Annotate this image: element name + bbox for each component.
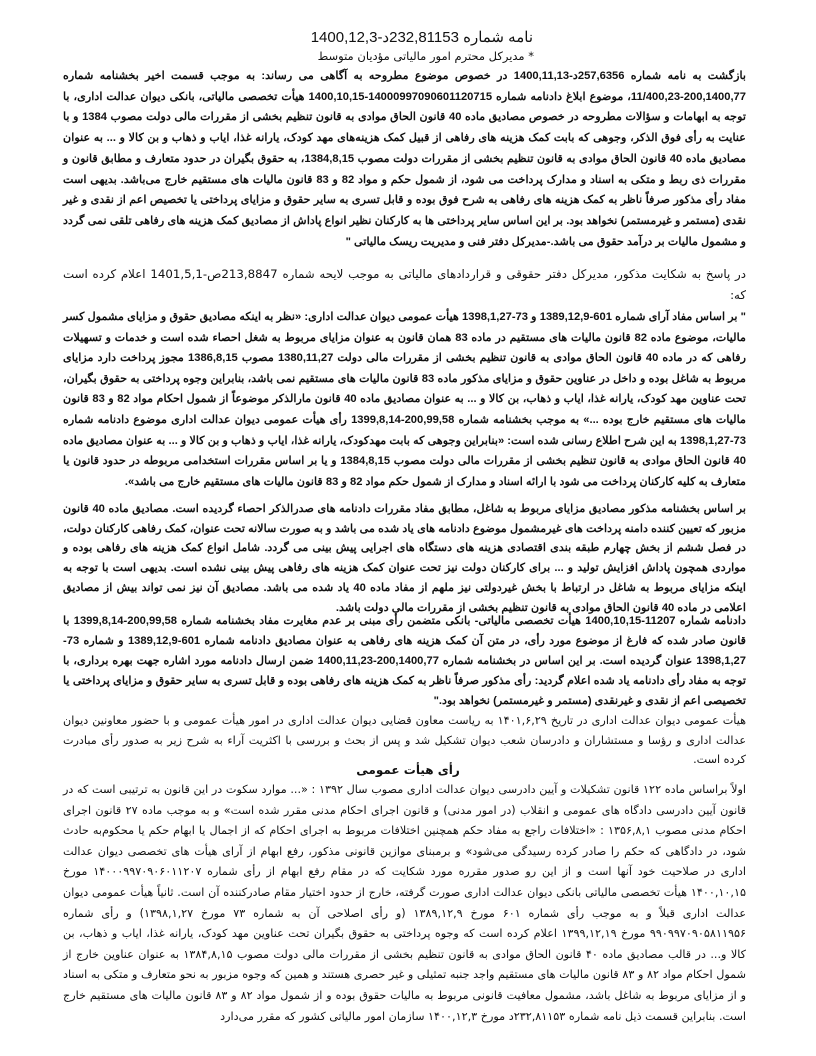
paragraph-quoted-letter: بازگشت به نامه شماره 257,6356د-1400,11,13 در خصوص موضوع مطروحه به آگاهی می رساند: به موجب قسمت اخیر بخشنامه شماره 200,1400,77-11/400,23، موضوع ابلاغ دادنامه شماره 14000997090601120715-1400,10,15 هیأت تخصصی مالیاتی، بانکی دیوان عدالت اداری، با توجه به ابهامات و سؤالات مطروحه در خصوص مصادیق ماده 40 قانون الحاق موادی به قانون تنظیم بخشی از مقررات مالی دولت مصوب 1384 و با عنایت به رأی فوق الذکر، وجوهی که بابت کمک هزینه های رفاهی از قبیل کمک هزینه‌های مهد کودک، یارانه غذا، ایاب و ذهاب و بن کالا و ... به عنوان مصادیق ماده 40 قانون الحاق موادی به قانون تنظیم بخشی از مقررات دولت مصوب 1384,8,15، به حقوق بگیران در حدود متعارف و مطابق قانون و مقررات ذی ربط و متکی به اسناد و مدارک پرداخت می شود، از شمول حکم و مواد 82 و 83 قانون مالیات های مستقیم خارج می‌باشد. بدیهی است مفاد رأی مذکور صرفاً ناظر به کمک هزینه های رفاهی به شرح فوق بوده و قابل تسری به سایر حقوق و مزایای پرداختی یا تخصیص اعم از نقدی و غیر نقدی (مستمر و غیرمستمر) نخواهد بود. بر این اساس سایر پرداختی ها به کارکنان نظیر انواع پاداش از مصادیق کمک هزینه های رفاهی تلقی نمی گردد و مشمول مالیات بر درآمد حقوق می باشد.-مدیرکل دفتر فنی و مدیریت ریسک مالیاتی " (63, 70, 746, 248)
paragraph-session-info: هیأت عمومی دیوان عدالت اداری در تاریخ ۱۴۰۱,۶,۲۹ به ریاست معاون قضایی دیوان عدالت اداری در امور هیأت عمومی و با حضور معاونین دیوان عدالت اداری و رؤسا و مستشاران و دادرسان شعب دیوان تشکیل شد و پس از بحث و بررسی با اکثریت آراء به شرح زیر به صدور رأی مبادرت کرده است. (63, 714, 746, 766)
letter-number: نامه شماره 232,81153د-1400,12,3 (310, 29, 533, 46)
paragraph-response-intro: در پاسخ به شکایت مذکور، مدیرکل دفتر حقوقی و قراردادهای مالیاتی به موجب لایحه شماره 213,8847ص-1401,5,1 اعلام کرده است که: (63, 267, 746, 302)
letter-addressee: * مدیرکل محترم امور مالیاتی مؤدیان متوسط (317, 49, 534, 63)
paragraph-ruling: اولاً براساس ماده ۱۲۲ قانون تشکیلات و آیین دادرسی دیوان عدالت اداری مصوب سال ۱۳۹۲ : «... موارد سکوت در این قانون به ترتیبی است که در قانون آیین دادرسی دادگاه های عمومی و انقلاب (در امور مدنی) و قانون اجرای احکام مدنی مقرر شده است» و به موجب ماده ۲۷ قانون اجرای احکام مدنی مصوب ۱۳۵۶,۸,۱ : «اختلافات راجع به مفاد حکم همچنین اختلافات مربوط به اجرای احکام که از اجمال یا ابهام حکم یا محکوم‌به حادث شود، در دادگاهی که حکم را صادر کرده رسیدگی می‌شود» و برمبنای موازین قانونی مذکور، رفع ابهام از آرای هیأت های تخصصی دیوان عدالت اداری در صلاحیت خود آنها است و از این رو صدور مقرره مورد شکایت که در مقام رفع ابهام از رأی شماره ۱۴۰۰۰۹۹۷۰۹۰۶۰۱۱۲۰۷ مورخ ۱۴۰۰,۱۰,۱۵ هیأت تخصصی مالیاتی بانکی دیوان عدالت اداری صورت گرفته، خارج از حدود اختیار مقام صادرکننده آن است. ثانیاً هیأت عمومی دیوان عدالت اداری قبلاً و به موجب رأی شماره ۶۰۱ مورخ ۱۳۸۹,۱۲,۹ (و رأی اصلاحی آن به شماره ۷۳ مورخ ۱۳۹۸,۱,۲۷) و رأی شماره ۹۹۰۹۹۷۰۹۰۵۸۱۱۹۵۶ مورخ ۱۳۹۹,۱۲,۱۹ اعلام کرده است که وجوه پرداختی به حقوق بگیران تحت عناوین مهد کودک، یارانه غذا، ایاب و ذهاب، بن کالا و... در قالب مصادیق ماده ۴۰ قانون الحاق موادی به قانون تنظیم بخشی از مقررات مالی دولت مصوب ۱۳۸۴,۸,۱۵ به عنوان عناوین خارج از شمول احکام مواد ۸۲ و ۸۳ قانون مالیات های مستقیم واجد جنبه تمثیلی و غیر حصری هستند و همین که وجوه مزبور به نحو متعارف و متکی به اسناد و از مزایای مربوط به شاغل باشد، مشمول معافیت قانونی مربوط به مالیات حقوق بوده و از شمول مواد ۸۲ و ۸۳ قانون مالیات های مستقیم خارج است. بنابراین قسمت ذیل نامه شماره ۲۳۲,۸۱۱۵۳د مورخ ۱۴۰۰,۱۲,۳ سازمان امور مالیاتی کشور که مقرر می‌دارد (63, 783, 747, 1023)
paragraph-verdict-reference: دادنامه شماره 11207-1400,10,15 هیأت تخصصی مالیاتی- بانکی متضمن رأی مبنی بر عدم مغایرت مفاد بخشنامه شماره 200,99,58-1399,8,14 با قانون صادر شده که فارغ از موضوع مورد رأی، در متن آن کمک هزینه های رفاهی به عنوان مصادیق دادنامه شماره 601-1389,12,9 و شماره 73-1398,1,27 عنوان گردیده است. بر این اساس در بخشنامه شماره 200,1400,77-1400,11,23 ضمن ارسال دادنامه مورد اشاره جهت بهره برداری، با توجه به مفاد رأی دادنامه یاد شده اعلام گردید: رأی مذکور صرفاً ناظر به کمک هزینه های رفاهی بوده و قابل تسری به سایر حقوق و مزایای پرداختی یا تخصیصی اعم از نقدی و غیرنقدی (مستمر و غیرمستمر) نخواهد بود." (63, 615, 747, 707)
paragraph-response-body: " بر اساس مفاد آرای شماره 601-1389,12,9 و 73-1398,1,27 هیأت عمومی دیوان عدالت اداری: «نظر به اینکه مصادیق حقوق و مزایای مشمول کسر مالیات، موضوع ماده 82 قانون مالیات های مستقیم در ماده 83 همان قانون به عنوان مزایای مربوط به شغل احصاء شده است و خدمات و تسهیلات رفاهی که در ماده 40 قانون الحاق موادی به قانون تنظیم بخشی از مقررات مالی دولت 1380,11,27 مصوب 1386,8,15 مجوز پرداخت دارد مزایای مربوط به شاغل بوده و داخل در عناوین حقوق و مزایای مذکور ماده 83 قانون مالیات های مستقیم نمی باشد، بنابراین وجوه پرداختی به حقوق بگیران، تحت عناوین مهد کودک، یارانه غذا، ایاب و ذهاب، بن کالا و ... به عنوان مصادیق ماده 40 قانون مارالذکر موضوعاً از شمول احکام مواد 82 و 83 قانون مالیات های مستقیم خارج بوده ...» به موجب بخشنامه شماره 200,99,58-1399,8,14 رأی هیأت عمومی دیوان عدالت اداری موضوع دادنامه شماره 73-1398,1,27 به این شرح اطلاع رسانی شده است: «بنابراین وجوهی که بابت مهدکودک، یارانه غذا، ایاب و ذهاب و بن کالا و ... به عنوان مصادیق ماده 40 قانون الحاق موادی به قانون تنظیم بخشی از مقررات مالی دولت مصوب 1384,8,15 و یا بر اساس مقررات استخدامی مربوطه در حدود قانون یا متعارف به کلیه کارکنان پرداخت می شود با ارائه اسناد و مدارک از شمول حکم مواد 82 و 83 قانون مالیات های مستقیم خارج می باشد». (63, 311, 747, 488)
paragraph-bulletin-scope: بر اساس بخشنامه مذکور مصادیق مزایای مربوط به شاغل، مطابق مفاد مقررات دادنامه های صدرالذکر احصاء گردیده است. مصادیق ماده 40 قانون مزبور که تعیین کننده دامنه پرداخت های غیرمشمول موضوع دادنامه های یاد شده می باشد و به صورت سالانه تحت عنوان، کمک رفاهی کارکنان دولت، در فصل ششم از بخش چهارم طبقه بندی اقتصادی هزینه های دستگاه های اجرایی پیش بینی می گردد. شامل انواع کمک هزینه های رفاهی بوده و مواردی همچون پاداش افزایش تولید و ... برای کارکنان دولت نیز تحت عنوان کمک هزینه های رفاهی پیش بینی نشده است. بدیهی است با توجه به اینکه مزایای مربوط به شاغل در ارتباط با بخش غیردولتی نیز ملهم از مفاد ماده 40 یاد شده می باشد. مصادیق آن نیز نمی تواند بیش از مصادیق اعلامی در ماده 40 قانون الحاق موادی به قانون تنظیم بخشی از مقررات مالی دولت باشد. (63, 503, 746, 614)
section-title: رأی هیأت عمومی (356, 763, 460, 777)
